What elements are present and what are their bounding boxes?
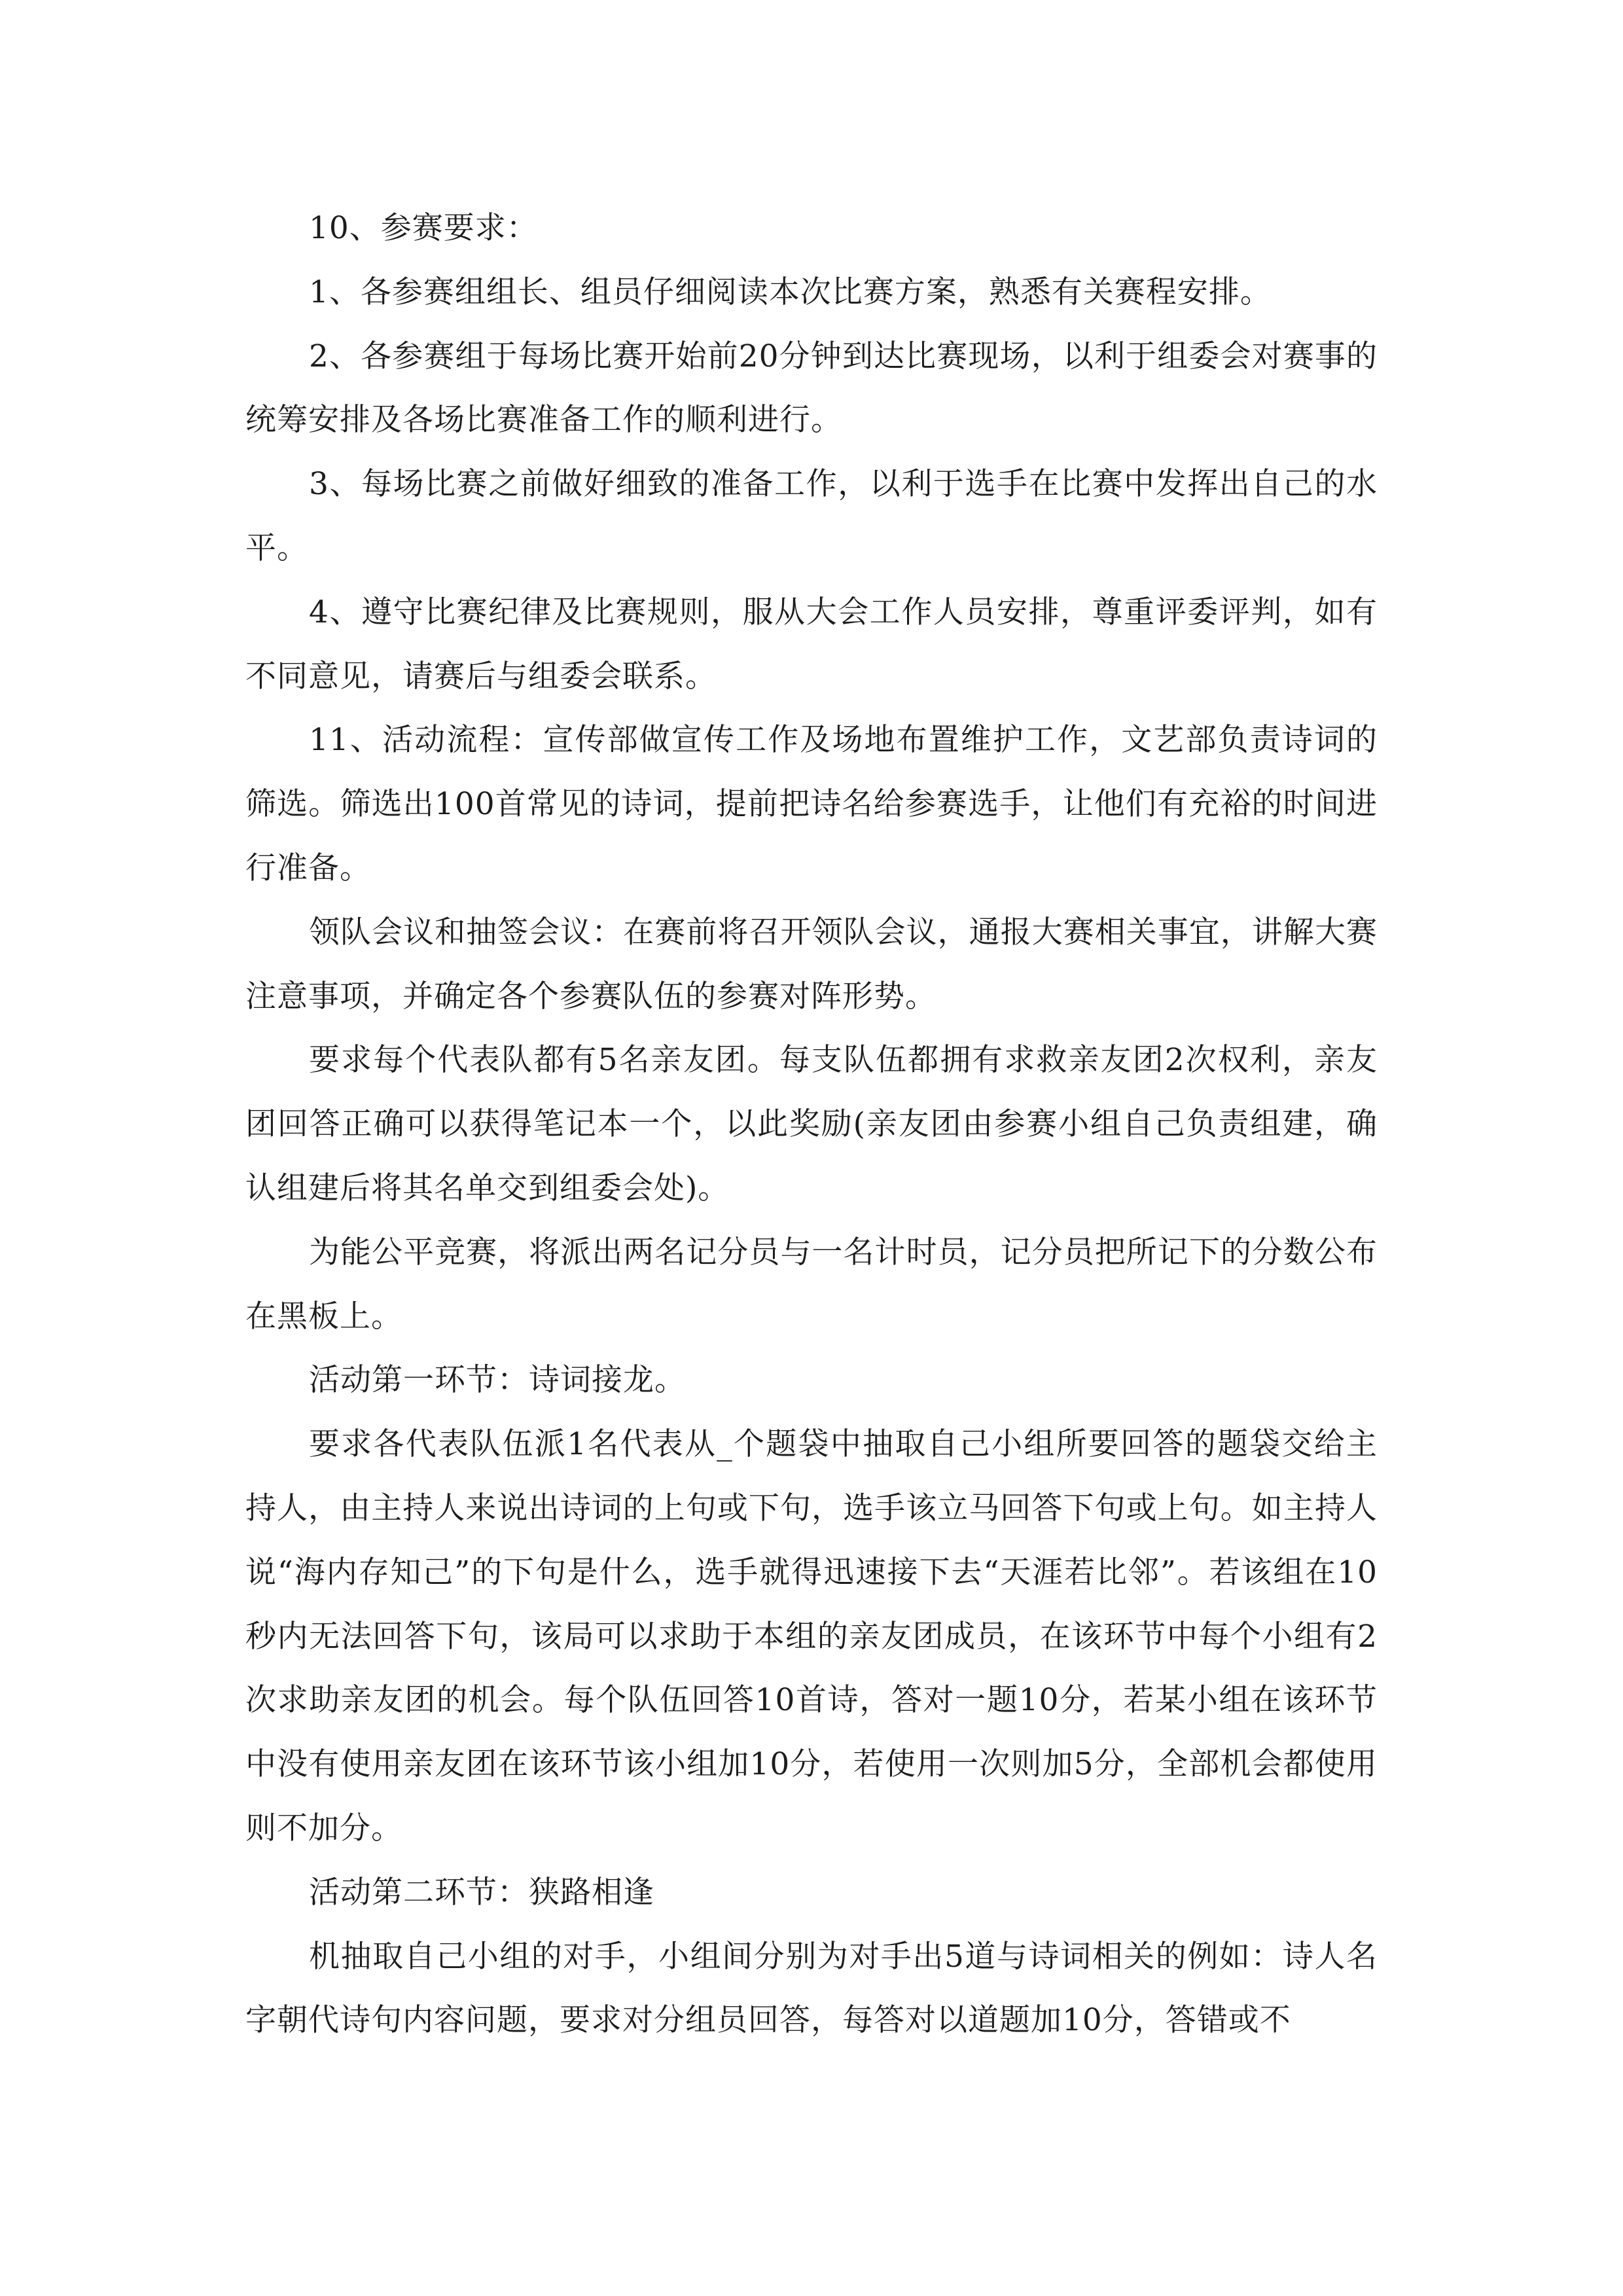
round-one-rules-paragraph: 要求各代表队伍派1名代表从_个题袋中抽取自己小组所要回答的题袋交给主持人，由主持人来说出诗词的上句或下句，选手该立马回答下句或上句。如主持人说“海内存知己”的下句是什么，选手就得迅速接下去“天涯若比邻”。若该组在10秒内无法回答下句，该局可以求助于本组的亲友团成员，在该环节中每个小组有2次求助亲友团的机会。每个队伍回答10首诗，答对一题10分，若某小组在该环节中没有使用亲友团在该环节该小组加10分，若使用一次则加5分，全部机会都使用则不加分。: [245, 1426, 1378, 1846]
round-two-rules-paragraph: 机抽取自己小组的对手，小组间分别为对手出5道与诗词相关的例如：诗人名字朝代诗句内容问题，要求对分组员回答，每答对以道题加10分，答错或不: [245, 1938, 1378, 2039]
requirement-item-2: 2、各参赛组于每场比赛开始前20分钟到达比赛现场，以利于组委会对赛事的统筹安排及各场比赛准备工作的顺利进行。: [245, 338, 1378, 439]
requirement-item-1: 1、各参赛组组长、组员仔细阅读本次比赛方案，熟悉有关赛程安排。: [309, 274, 1272, 310]
activity-process-paragraph: 11、活动流程：宣传部做宣传工作及场地布置维护工作，文艺部负责诗词的筛选。筛选出100首常见的诗词，提前把诗名给参赛选手，让他们有充裕的时间进行准备。: [245, 722, 1378, 886]
leader-meeting-paragraph: 领队会议和抽签会议：在赛前将召开领队会议，通报大赛相关事宜，讲解大赛注意事项，并确定各个参赛队伍的参赛对阵形势。: [245, 914, 1378, 1014]
requirement-item-3: 3、每场比赛之前做好细致的准备工作，以利于选手在比赛中发挥出自己的水平。: [245, 466, 1378, 566]
requirement-item-4: 4、遵守比赛纪律及比赛规则，服从大会工作人员安排，尊重评委评判，如有不同意见，请赛后与组委会联系。: [245, 594, 1378, 694]
round-one-heading: 活动第一环节：诗词接龙。: [309, 1362, 686, 1399]
round-two-heading: 活动第二环节：狭路相逢: [309, 1874, 654, 1910]
section-heading-requirements: 10、参赛要求：: [309, 210, 538, 246]
friends-group-paragraph: 要求每个代表队都有5名亲友团。每支队伍都拥有求救亲友团2次权利，亲友团回答正确可以获得笔记本一个，以此奖励(亲友团由参赛小组自己负责组建，确认组建后将其名单交到组委会处)。: [245, 1042, 1378, 1206]
document-body: [245, 196, 1378, 2053]
scorekeeper-paragraph: 为能公平竞赛，将派出两名记分员与一名计时员，记分员把所记下的分数公布在黑板上。: [245, 1234, 1378, 1335]
